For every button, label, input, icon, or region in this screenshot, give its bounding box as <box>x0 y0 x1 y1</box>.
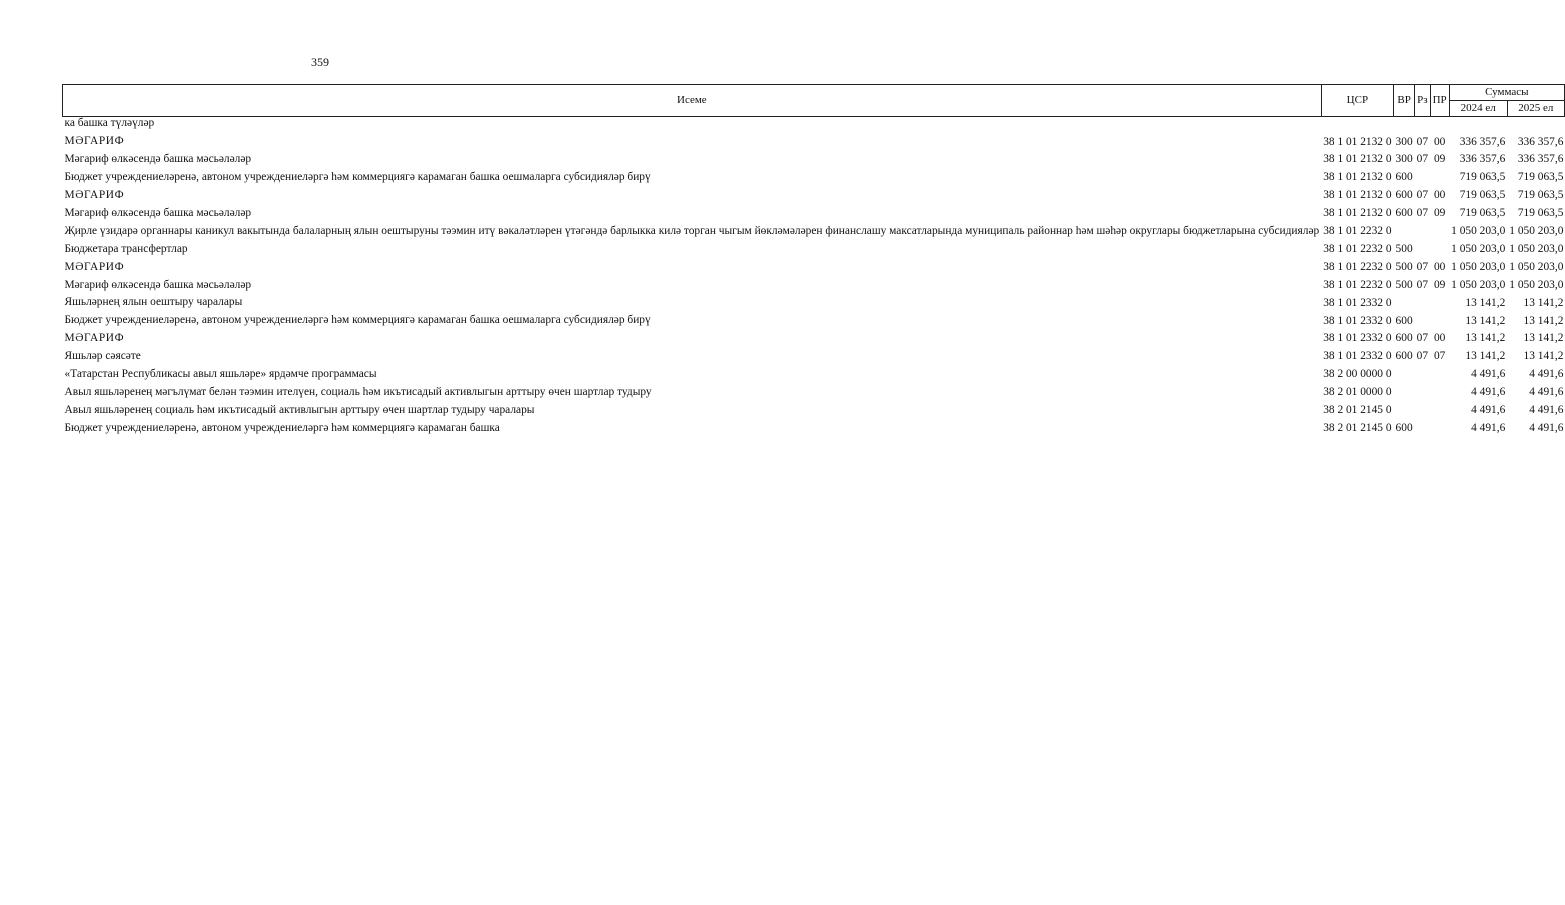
table-row <box>63 310 1565 328</box>
row-value-2024: 1 050 203,0 <box>1451 225 1506 238</box>
row-value-2025: 336 357,6 <box>1517 135 1564 148</box>
row-name: Мәгариф өлкәсендә башка мәсьәләләр <box>64 278 252 291</box>
table-row <box>63 275 1565 293</box>
row-value-2025: 13 141,2 <box>1523 314 1564 327</box>
row-pr: 00 <box>1433 135 1446 148</box>
row-csr: 38 1 01 2232 0 <box>1323 260 1392 273</box>
row-csr: 38 1 01 2332 0 <box>1323 314 1392 327</box>
row-csr: 38 1 01 2232 0 <box>1323 225 1392 238</box>
table-row <box>63 239 1565 257</box>
row-name: МӘГАРИФ <box>64 332 125 345</box>
row-name: Мәгариф өлкәсендә башка мәсьәләләр <box>64 206 252 219</box>
row-rz <box>1415 292 1430 310</box>
budget-table <box>62 84 1565 436</box>
row-name: Авыл яшьләренең мәгълүмат белән тәэмин ителүен, социаль һәм икътисадый активлыгын арттыру өчен шартлар тудыру <box>64 385 652 398</box>
row-csr: 38 2 01 0000 0 <box>1323 386 1392 399</box>
row-vr <box>1394 382 1415 400</box>
row-name: МӘГАРИФ <box>64 135 125 148</box>
row-name: МӘГАРИФ <box>64 260 125 273</box>
table-row <box>63 418 1565 436</box>
header-pr: ПР <box>1430 85 1449 117</box>
row-vr <box>1394 364 1415 382</box>
row-csr: 38 1 01 2132 0 <box>1323 153 1392 166</box>
row-pr <box>1430 382 1449 400</box>
row-vr: 600 <box>1395 350 1413 363</box>
row-value-2024: 1 050 203,0 <box>1451 278 1506 291</box>
row-rz: 07 <box>1416 189 1429 202</box>
row-csr: 38 1 01 2332 0 <box>1323 296 1392 309</box>
row-name: МӘГАРИФ <box>64 189 125 201</box>
row-value-2025: 13 141,2 <box>1523 296 1564 309</box>
row-value-2025: 4 491,6 <box>1529 422 1564 434</box>
row-vr <box>1394 400 1415 418</box>
table-row <box>63 185 1565 203</box>
row-value-2024: 4 491,6 <box>1471 386 1506 399</box>
row-value-2025: 4 491,6 <box>1529 368 1564 381</box>
table-row <box>63 292 1565 310</box>
row-csr: 38 1 01 2332 0 <box>1323 350 1392 363</box>
row-value-2025: 4 491,6 <box>1529 404 1564 417</box>
row-vr: 600 <box>1395 207 1413 220</box>
row-value-2024 <box>1449 117 1507 131</box>
row-rz: 07 <box>1416 350 1429 363</box>
row-value-2025 <box>1507 117 1564 131</box>
row-name: Авыл яшьләренең социаль һәм икътисадый активлыгын арттыру өчен шартлар тудыру чаралары <box>64 403 535 416</box>
table-row <box>63 167 1565 185</box>
row-name: ка башка түләүләр <box>64 117 155 130</box>
row-csr: 38 1 01 2132 0 <box>1323 189 1392 202</box>
row-vr: 600 <box>1395 422 1413 434</box>
row-value-2024: 13 141,2 <box>1465 296 1506 309</box>
row-value-2025: 336 357,6 <box>1517 153 1564 166</box>
table-row <box>63 257 1565 275</box>
row-value-2025: 1 050 203,0 <box>1509 260 1564 273</box>
row-csr: 38 1 01 2232 0 <box>1323 242 1392 255</box>
table-row <box>63 346 1565 364</box>
row-rz <box>1415 310 1430 328</box>
row-pr: 07 <box>1433 350 1446 363</box>
row-pr <box>1430 167 1449 185</box>
row-vr <box>1394 292 1415 310</box>
table-row <box>63 382 1565 400</box>
row-value-2025: 1 050 203,0 <box>1509 225 1564 238</box>
row-value-2024: 336 357,6 <box>1459 135 1506 148</box>
row-csr: 38 1 01 2232 0 <box>1323 278 1392 291</box>
row-rz <box>1415 382 1430 400</box>
row-value-2024: 719 063,5 <box>1459 207 1506 220</box>
row-rz <box>1415 239 1430 257</box>
table-row <box>63 117 1565 131</box>
row-csr: 38 2 01 2145 0 <box>1323 422 1392 434</box>
table-row <box>63 131 1565 149</box>
row-pr: 00 <box>1433 332 1446 345</box>
row-value-2025: 4 491,6 <box>1529 386 1564 399</box>
row-vr: 600 <box>1395 171 1413 184</box>
row-value-2024: 4 491,6 <box>1471 422 1506 434</box>
row-value-2024: 719 063,5 <box>1459 171 1506 184</box>
row-value-2024: 13 141,2 <box>1465 332 1506 345</box>
table-row <box>63 221 1565 239</box>
row-rz <box>1415 221 1430 239</box>
row-value-2025: 13 141,2 <box>1523 332 1564 345</box>
row-name: «Татарстан Республикасы авыл яшьләре» ярдәмче программасы <box>64 368 377 381</box>
row-name: Бюджет учреждениеләренә, автоном учреждениеләргә һәм коммерциягә карамаган башка оешмаларга субсидияләр бирү <box>64 171 651 184</box>
row-pr <box>1430 239 1449 257</box>
row-rz <box>1415 364 1430 382</box>
row-value-2025: 1 050 203,0 <box>1509 242 1564 255</box>
row-value-2025: 13 141,2 <box>1523 350 1564 363</box>
row-value-2024: 13 141,2 <box>1465 314 1506 327</box>
row-value-2025: 719 063,5 <box>1517 207 1564 220</box>
row-rz <box>1415 167 1430 185</box>
row-rz: 07 <box>1416 153 1429 166</box>
row-value-2025: 1 050 203,0 <box>1509 278 1564 291</box>
table-row <box>63 149 1565 167</box>
page-number: 359 <box>311 55 329 69</box>
row-value-2024: 4 491,6 <box>1471 404 1506 417</box>
row-value-2024: 4 491,6 <box>1471 368 1506 381</box>
row-value-2024: 13 141,2 <box>1465 350 1506 363</box>
row-vr: 600 <box>1395 332 1413 345</box>
row-pr: 09 <box>1433 153 1446 166</box>
row-name: Бюджет учреждениеләренә, автоном учреждениеләргә һәм коммерциягә карамаган башка оешмаларга субсидияләр бирү <box>64 314 651 327</box>
row-pr: 00 <box>1433 260 1446 273</box>
row-pr: 09 <box>1433 278 1446 291</box>
row-csr: 38 2 00 0000 0 <box>1323 368 1392 381</box>
table-row <box>63 203 1565 221</box>
row-pr <box>1430 364 1449 382</box>
header-sums: Суммасы <box>1449 85 1564 101</box>
row-csr: 38 1 01 2132 0 <box>1323 171 1392 184</box>
row-vr <box>1394 221 1415 239</box>
row-rz: 07 <box>1416 135 1429 148</box>
row-rz: 07 <box>1416 278 1429 291</box>
header-name: Исеме <box>63 85 1322 117</box>
row-rz <box>1415 418 1430 436</box>
row-name: Бюджетара трансфертлар <box>64 242 188 255</box>
header-year-2024: 2024 ел <box>1449 101 1507 117</box>
row-name: Бюджет учреждениеләренә, автоном учреждениеләргә һәм коммерциягә карамаган башка <box>64 421 500 434</box>
row-name: Яшьләр сәясәте <box>64 350 141 363</box>
row-pr <box>1430 221 1449 239</box>
row-pr <box>1430 310 1449 328</box>
header-vr: ВР <box>1394 85 1415 117</box>
row-name: Җирле үзидарә органнары каникул вакытында балаларның ялын оештыруны тәэмин итү вәкаләтләрен үтәгәндә барлыкка килә торган чыгым йөкләмәләрен финанслашу максатларында муниципаль районнар һәм шәһәр округлары бюджетларына субсидияләр <box>64 224 1320 237</box>
row-rz: 07 <box>1416 260 1429 273</box>
row-csr: 38 2 01 2145 0 <box>1323 404 1392 417</box>
row-vr: 600 <box>1395 189 1413 202</box>
row-name: Мәгариф өлкәсендә башка мәсьәләләр <box>64 153 252 166</box>
row-csr <box>1321 117 1393 131</box>
row-value-2024: 336 357,6 <box>1459 153 1506 166</box>
table-row <box>63 328 1565 346</box>
row-csr: 38 1 01 2132 0 <box>1323 207 1392 220</box>
row-csr: 38 1 01 2332 0 <box>1323 332 1392 345</box>
row-vr: 600 <box>1395 314 1413 327</box>
header-year-2025: 2025 ел <box>1507 101 1564 117</box>
table-body <box>63 117 1565 436</box>
row-pr: 00 <box>1433 189 1446 202</box>
row-value-2025: 719 063,5 <box>1517 171 1564 184</box>
row-value-2024: 719 063,5 <box>1459 189 1506 202</box>
header-csr: ЦСР <box>1321 85 1393 117</box>
table-row <box>63 400 1565 418</box>
row-value-2024: 1 050 203,0 <box>1451 260 1506 273</box>
row-vr: 300 <box>1395 153 1413 166</box>
row-pr: 09 <box>1433 207 1446 220</box>
row-rz <box>1415 400 1430 418</box>
row-vr: 500 <box>1395 278 1413 291</box>
header-rz: Рз <box>1415 85 1430 117</box>
row-vr <box>1394 117 1415 131</box>
row-rz: 07 <box>1416 207 1429 220</box>
row-vr: 300 <box>1395 135 1413 148</box>
row-pr <box>1430 117 1449 131</box>
row-csr: 38 1 01 2132 0 <box>1323 135 1392 148</box>
table-row <box>63 364 1565 382</box>
row-vr: 500 <box>1395 242 1413 255</box>
row-rz: 07 <box>1416 332 1429 345</box>
row-vr: 500 <box>1395 260 1413 273</box>
row-pr <box>1430 418 1449 436</box>
row-rz <box>1415 117 1430 131</box>
row-pr <box>1430 292 1449 310</box>
row-value-2025: 719 063,5 <box>1517 189 1564 202</box>
row-value-2024: 1 050 203,0 <box>1451 242 1506 255</box>
row-name: Яшьләрнең ялын оештыру чаралары <box>64 296 243 309</box>
row-pr <box>1430 400 1449 418</box>
